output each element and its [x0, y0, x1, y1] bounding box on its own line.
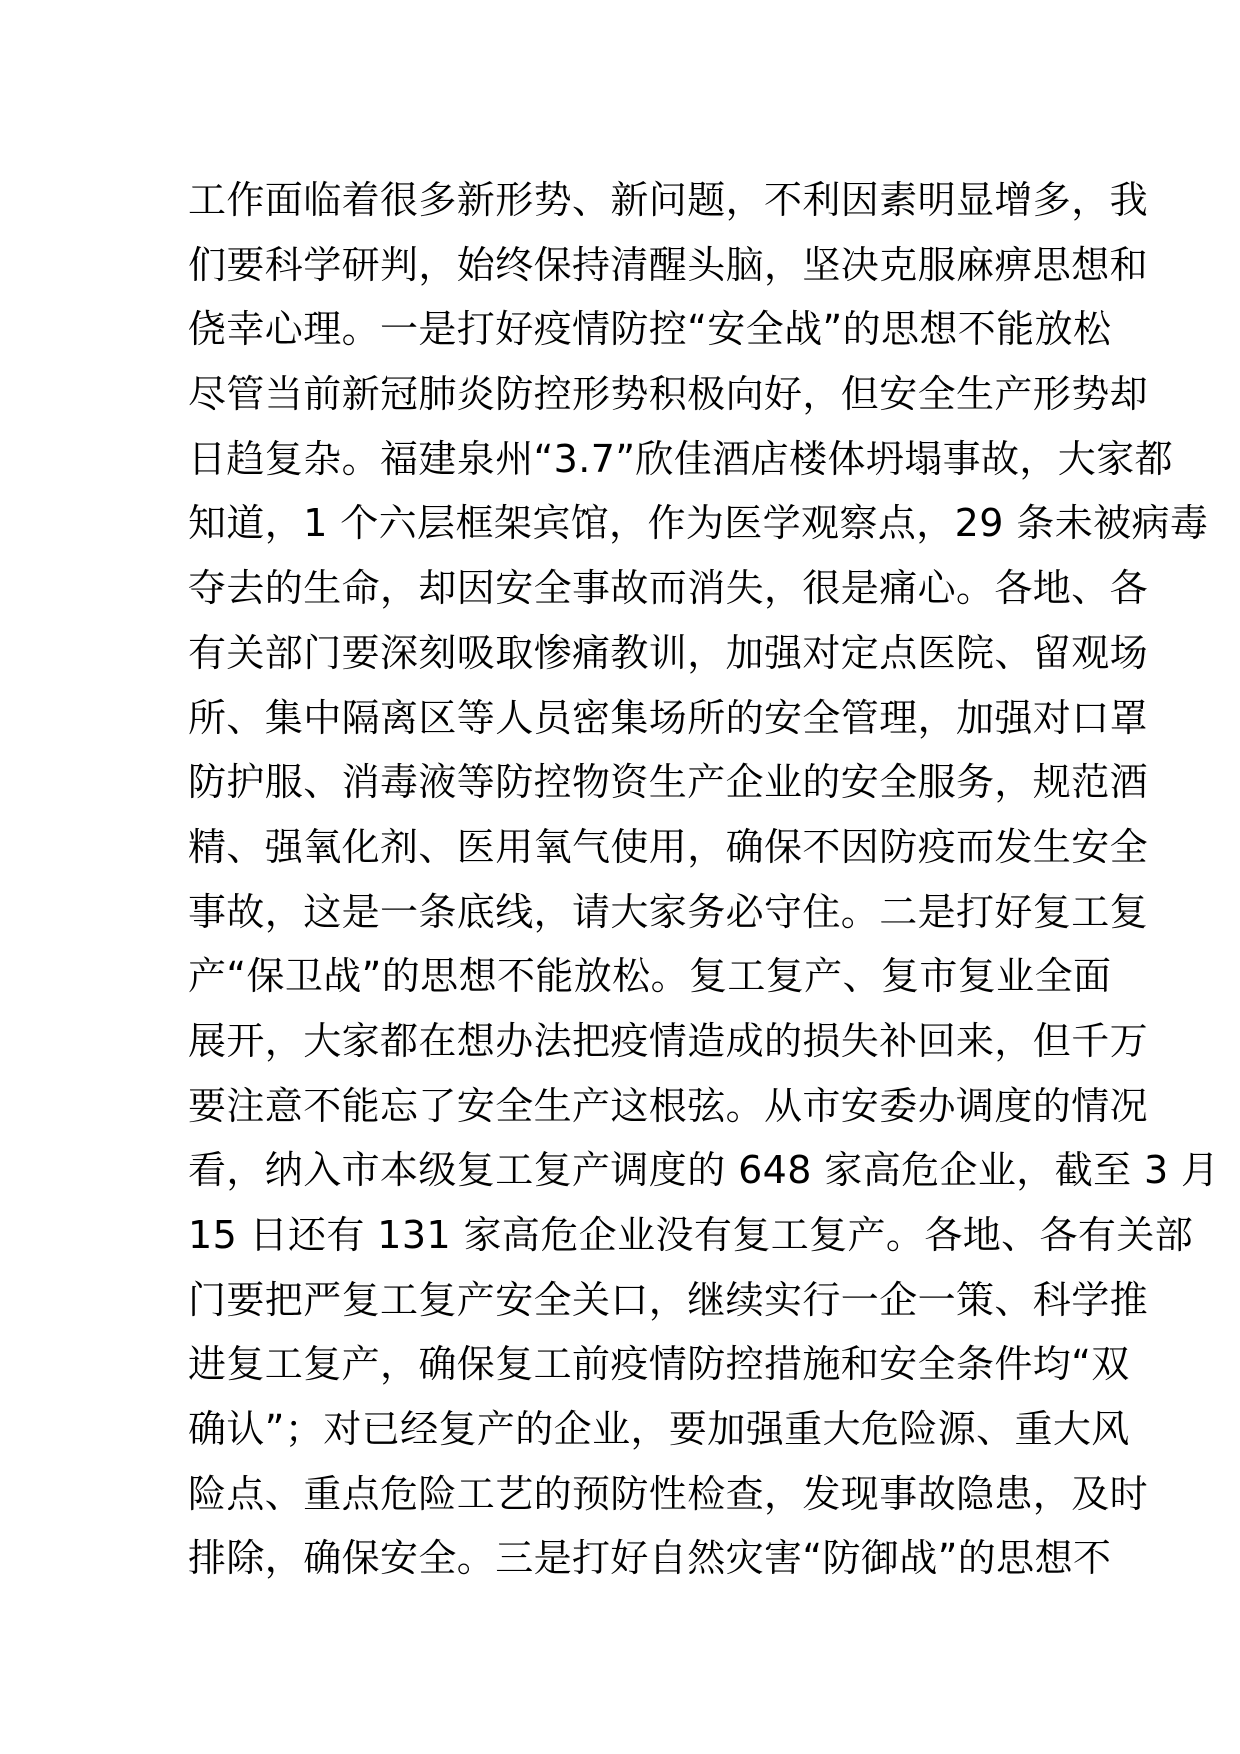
text-line: 产“保卫战”的思想不能放松。复工复产、复市复业全面 — [188, 954, 1112, 999]
text-line: 有关部门要深刻吸取惨痛教训，加强对定点医院、留观场 — [188, 630, 1149, 675]
text-line: 侥幸心理。一是打好疫情防控“安全战”的思想不能放松 — [188, 307, 1112, 352]
text-line: 排除，确保安全。三是打好自然灾害“防御战”的思想不 — [188, 1536, 1112, 1581]
text-line: 所、集中隔离区等人员密集场所的安全管理，加强对口罩 — [188, 695, 1149, 740]
body-text — [188, 168, 1220, 1591]
text-line: 进复工复产，确保复工前疫情防控措施和安全条件均“双 — [188, 1342, 1130, 1387]
text-line: 看，纳入市本级复工复产调度的 648 家高危企业，截至 3 月 — [188, 1148, 1220, 1193]
text-line: 们要科学研判，始终保持清醒头脑，坚决克服麻痹思想和 — [188, 242, 1149, 287]
text-line: 日趋复杂。福建泉州“3.7”欣佳酒店楼体坍塌事故，大家都 — [188, 436, 1174, 481]
text-line: 尽管当前新冠肺炎防控形势积极向好，但安全生产形势却 — [188, 372, 1149, 417]
text-line: 防护服、消毒液等防控物资生产企业的安全服务，规范酒 — [188, 760, 1149, 805]
text-line: 夺去的生命，却因安全事故而消失，很是痛心。各地、各 — [188, 566, 1149, 611]
text-line: 精、强氧化剂、医用氧气使用，确保不因防疫而发生安全 — [188, 824, 1149, 869]
text-line: 15 日还有 131 家高危企业没有复工复产。各地、各有关部 — [188, 1213, 1194, 1257]
text-line: 确认”；对已经复产的企业，要加强重大危险源、重大风 — [188, 1407, 1130, 1452]
text-line: 门要把严复工复产安全关口，继续实行一企一策、科学推 — [188, 1277, 1149, 1322]
text-line: 展开，大家都在想办法把疫情造成的损失补回来，但千万 — [188, 1018, 1149, 1063]
text-line: 事故，这是一条底线，请大家务必守住。二是打好复工复 — [188, 889, 1149, 934]
text-line: 险点、重点危险工艺的预防性检查，发现事故隐患，及时 — [188, 1471, 1149, 1516]
text-line: 知道，1 个六层框架宾馆，作为医学观察点，29 条未被病毒 — [188, 501, 1209, 546]
text-line: 要注意不能忘了安全生产这根弦。从市安委办调度的情况 — [188, 1083, 1149, 1128]
text-line: 工作面临着很多新形势、新问题，不利因素明显增多，我 — [188, 178, 1149, 222]
